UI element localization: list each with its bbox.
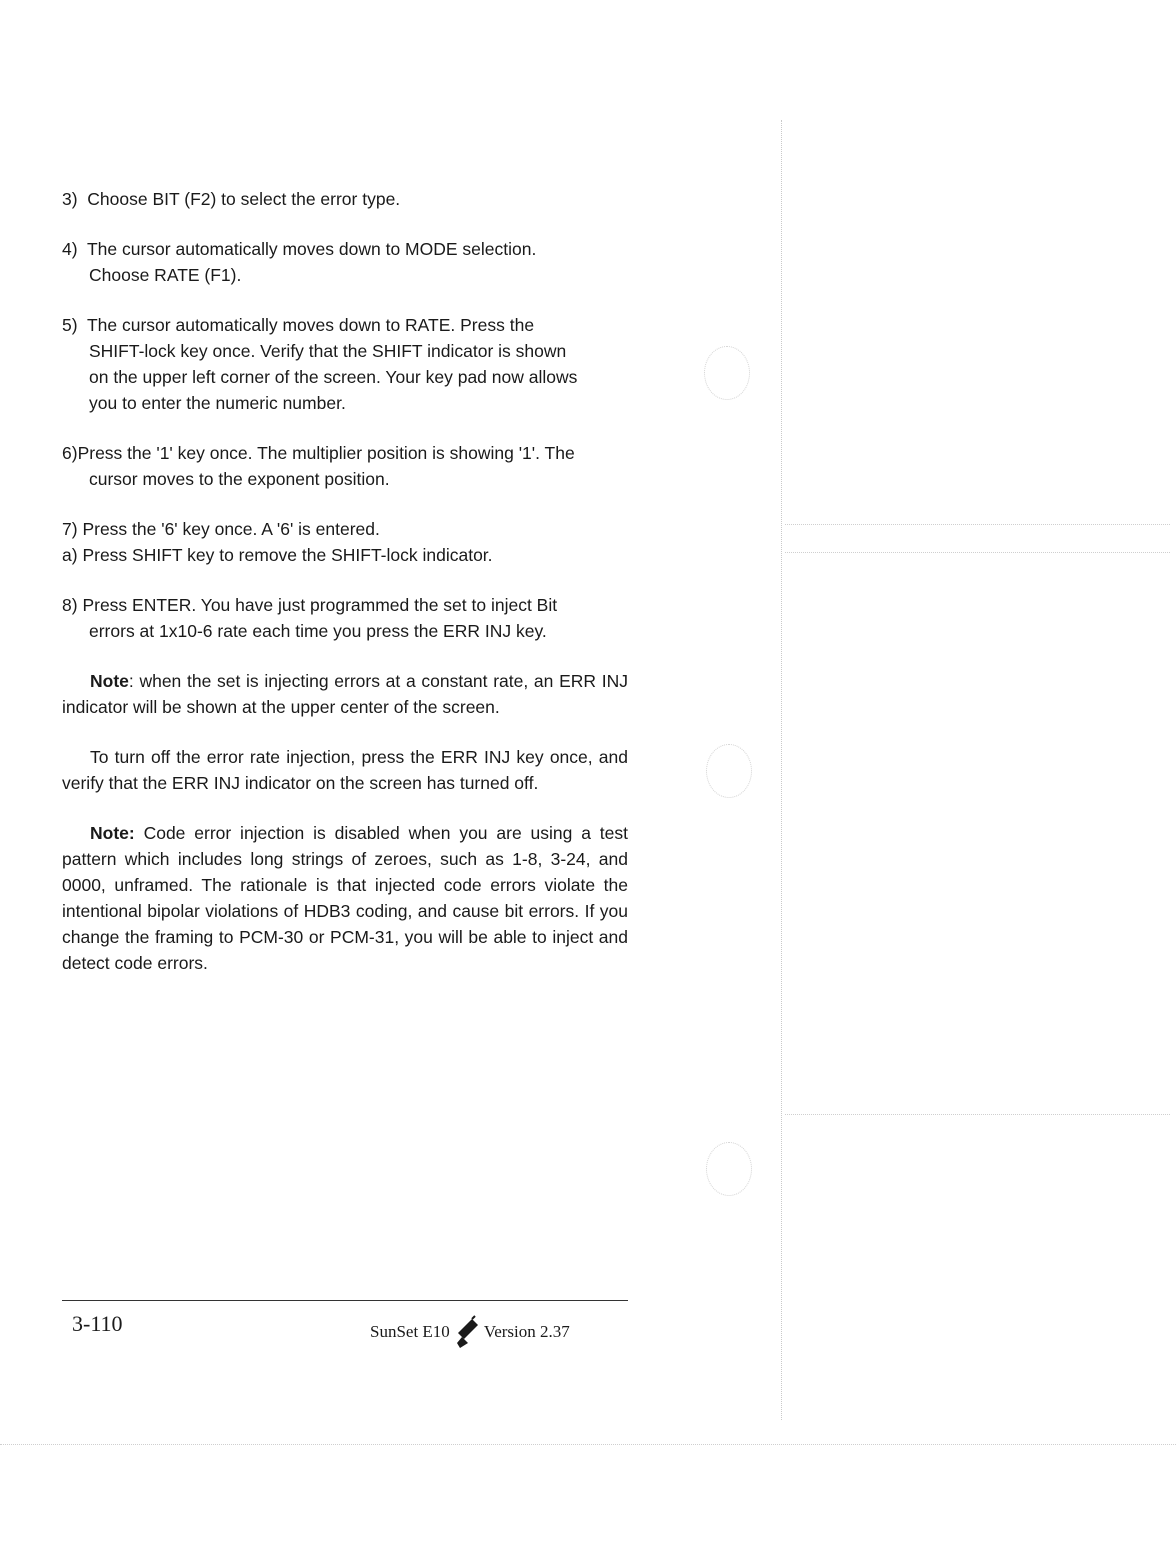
step-8: 8) Press ENTER. You have just programmed the set to inject Bit errors at 1x10-6 rate each time you press the ERR INJ key. bbox=[62, 595, 558, 641]
step-7a: a) Press SHIFT key to remove the SHIFT-lock indicator. bbox=[62, 545, 493, 565]
footer-rule bbox=[62, 1300, 628, 1301]
page-number: 3-110 bbox=[72, 1311, 123, 1336]
handset-logo-icon bbox=[454, 1315, 480, 1349]
step-6: 6)Press the '1' key once. The multiplier position is showing '1'. The cursor moves to the exponent position. bbox=[62, 443, 575, 489]
scan-dots bbox=[785, 524, 1170, 525]
footer-title bbox=[370, 1315, 570, 1349]
turn-off-paragraph: To turn off the error rate injection, press the ERR INJ key once, and verify that the ERR INJ indicator on the screen has turned off. bbox=[62, 747, 628, 793]
step-3: 3) Choose BIT (F2) to select the error type. bbox=[62, 189, 401, 209]
step-4: 4) The cursor automatically moves down to MODE selection. Choose RATE (F1). bbox=[62, 239, 537, 285]
page-body bbox=[62, 186, 628, 1000]
note-code-error: Note: Code error injection is disabled when you are using a test pattern which includes long strings of zeroes, such as 1-8, 3-24, and 0000, unframed. The rationale is that injected code errors violate the intentional bipolar violations of HDB3 coding, and cause bit errors. If you change the framing to PCM-30 or PCM-31, you will be able to inject and detect code errors. bbox=[62, 823, 628, 973]
step-5: 5) The cursor automatically moves down to RATE. Press the SHIFT-lock key once. Verify that the SHIFT indicator is shown on the upper left corner of the screen. Your key pad now allows you to enter the numeric number. bbox=[62, 315, 578, 413]
scan-margin-line bbox=[781, 120, 782, 1420]
binder-hole bbox=[706, 1142, 752, 1196]
version-label: Version 2.37 bbox=[483, 1322, 570, 1341]
scan-dots bbox=[0, 1444, 1176, 1445]
binder-hole bbox=[706, 744, 752, 798]
product-name: SunSet E10 bbox=[370, 1322, 450, 1341]
binder-hole bbox=[704, 346, 750, 400]
step-7: 7) Press the '6' key once. A '6' is entered. bbox=[62, 519, 380, 539]
scan-dots bbox=[785, 552, 1170, 553]
scan-dots bbox=[785, 1114, 1170, 1115]
note-err-inj-indicator: Note: when the set is injecting errors at a constant rate, an ERR INJ indicator will be shown at the upper center of the screen. bbox=[62, 671, 628, 717]
